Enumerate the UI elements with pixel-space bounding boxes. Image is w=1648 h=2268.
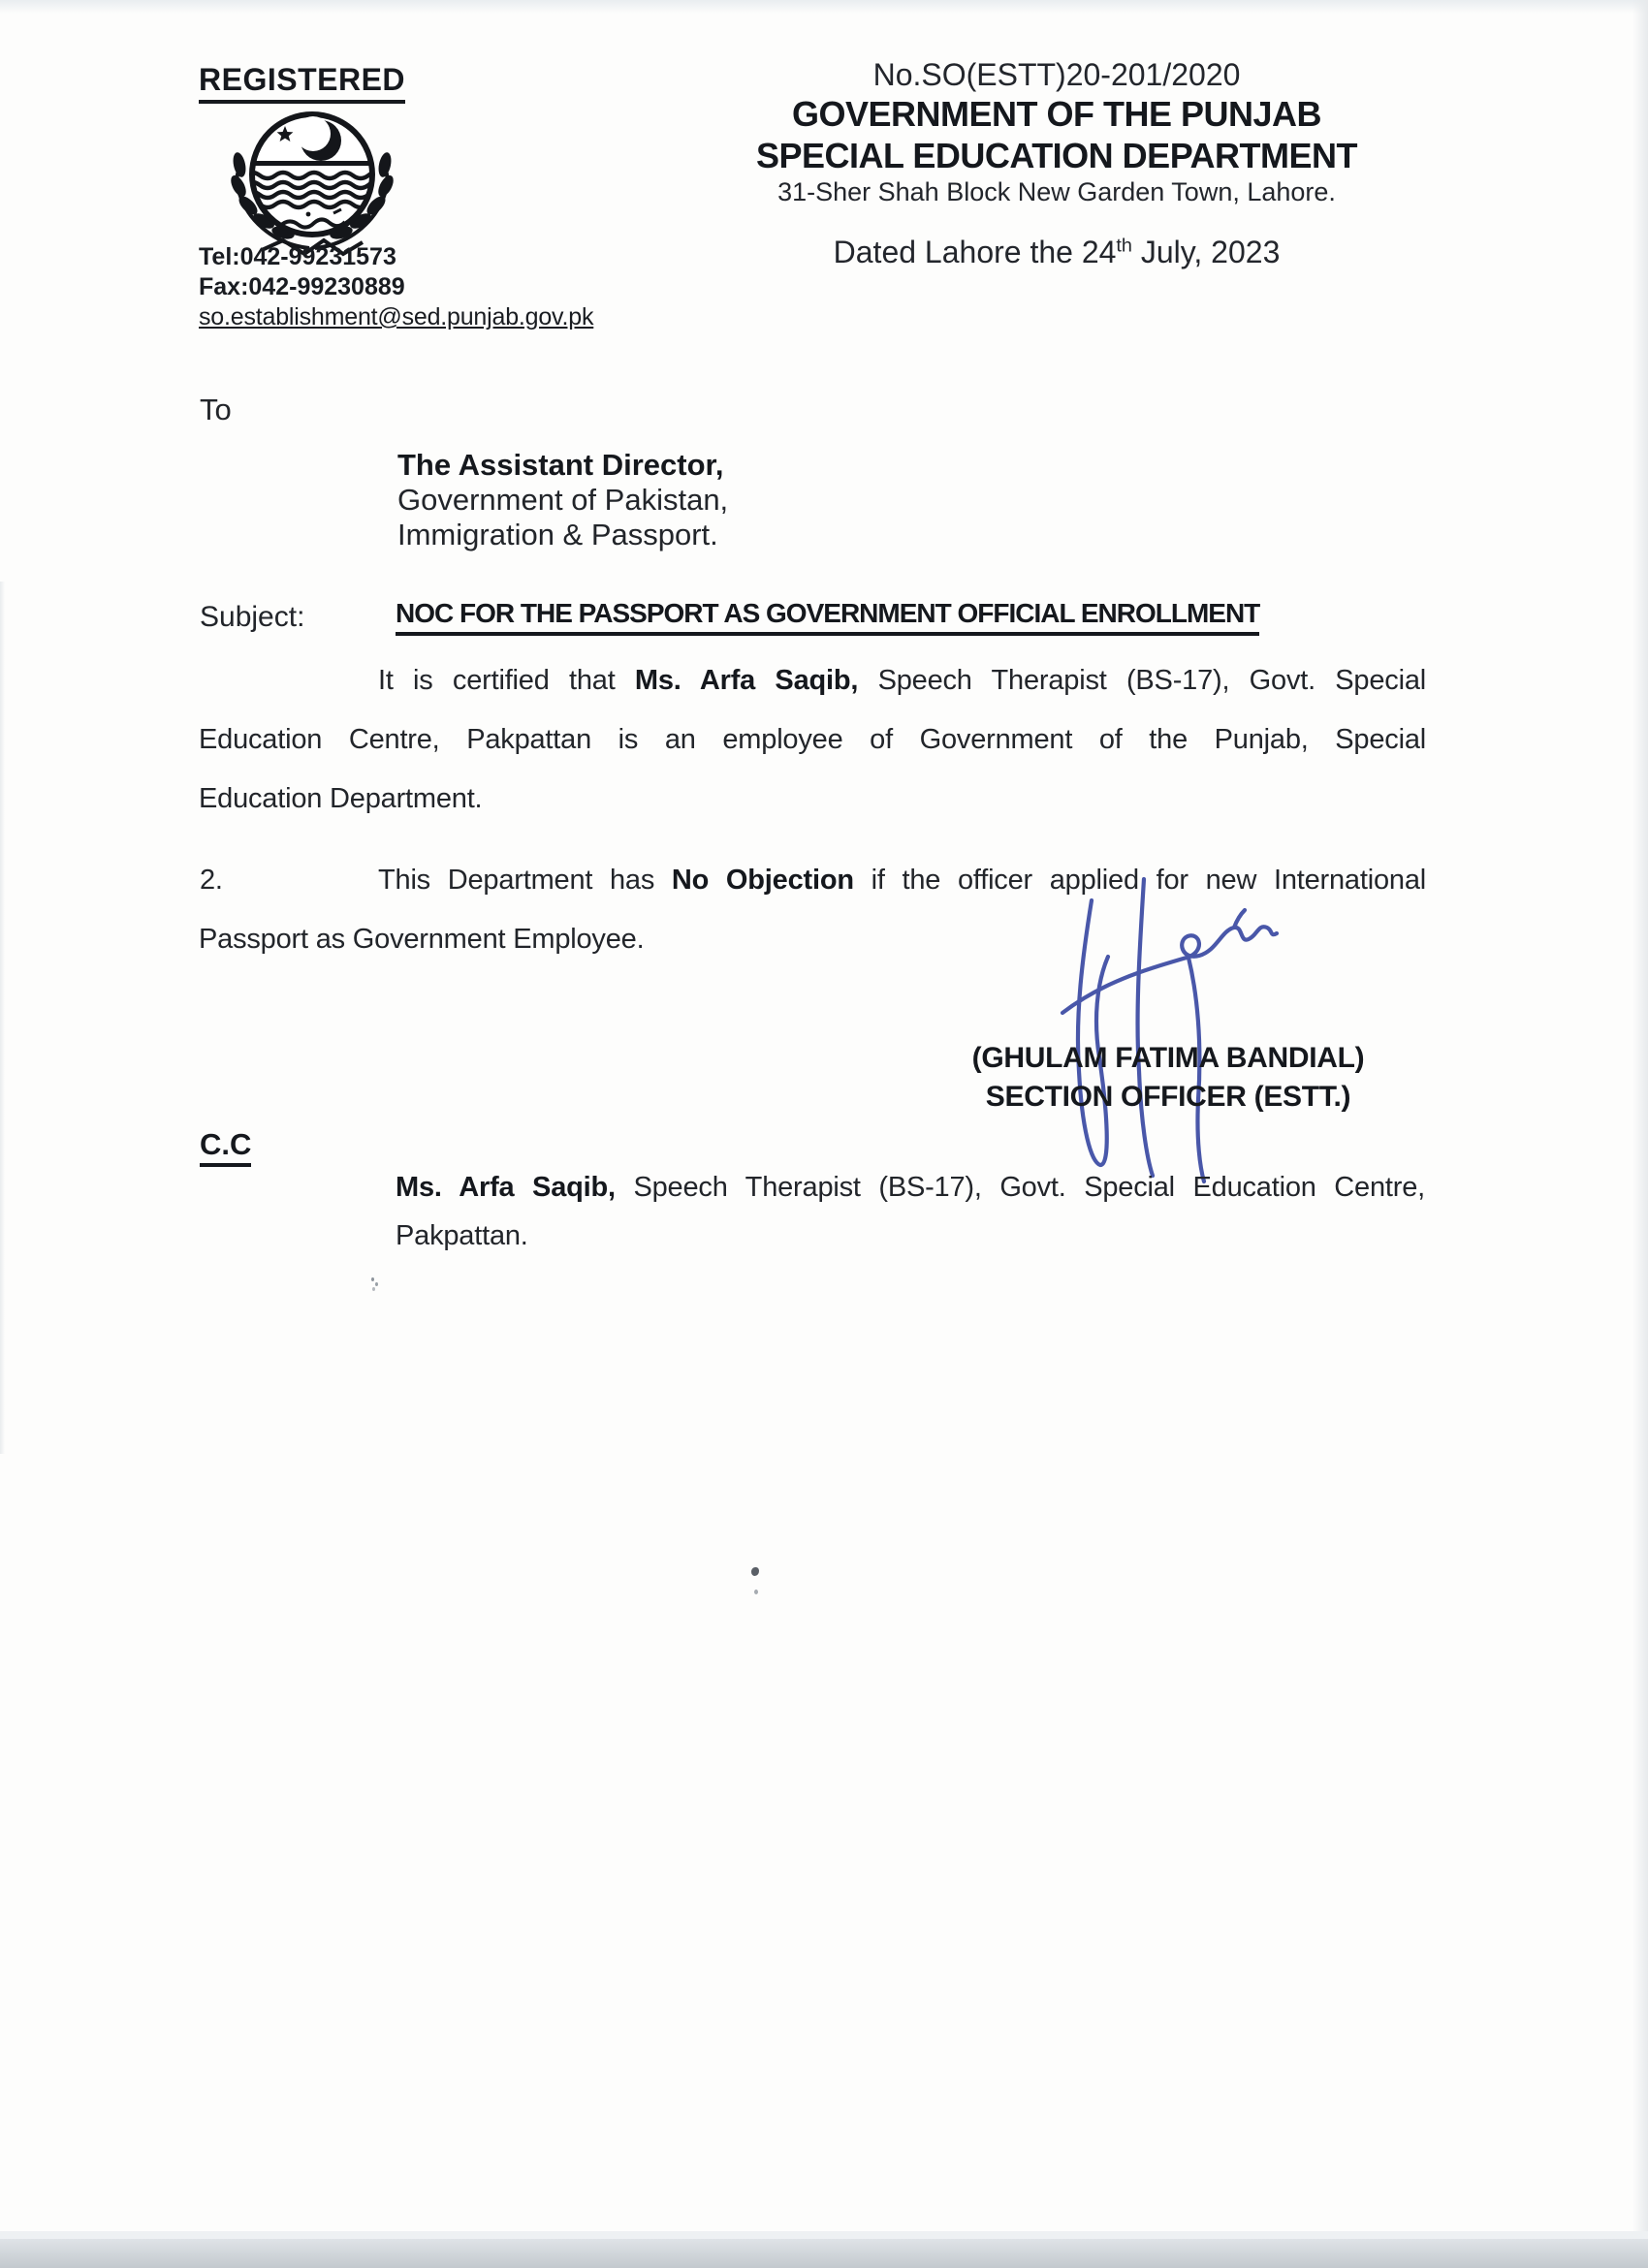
government-line: GOVERNMENT OF THE PUNJAB: [791, 94, 1322, 134]
letterhead-block: [737, 56, 1377, 270]
scan-speck: [751, 1567, 759, 1576]
tel-line: Tel:042-99231573: [199, 243, 396, 270]
fax-line: Fax:042-99230889: [199, 273, 405, 300]
email-line: so.establishment@sed.punjab.gov.pk: [199, 303, 594, 331]
to-label: To: [200, 393, 232, 426]
text-segment: Speech Therapist (BS-17), Govt. Special Education Centre,: [615, 1172, 1425, 1203]
date-ordinal-superscript: th: [1116, 235, 1132, 257]
address-line: 31-Sher Shah Block New Garden Town, Lahore.: [777, 177, 1336, 206]
scan-edge-bottom-light: [0, 2231, 1648, 2239]
text-line: Immigration & Passport.: [397, 518, 718, 551]
cc-recipient-paragraph: [396, 1163, 1425, 1260]
text-line: [199, 710, 1426, 770]
text-segment: It is certified that: [378, 665, 635, 696]
subject-label: Subject:: [200, 601, 305, 633]
text-line: [396, 1163, 1425, 1212]
scan-edge-left: [0, 582, 5, 1454]
reference-number: No.SO(ESTT)20-201/2020: [872, 57, 1241, 92]
signatory-name: (GHULAM FATIMA BANDIAL): [971, 1042, 1365, 1074]
text-segment: Speech Therapist (BS-17), Govt. Special: [858, 665, 1426, 696]
text-line: [396, 1212, 1425, 1260]
text-line: The Assistant Director,: [397, 448, 724, 482]
text-segment: Education Department.: [199, 783, 483, 814]
text-line: [199, 910, 1426, 969]
scan-edge-top: [0, 0, 1648, 14]
scan-speck: [754, 1590, 758, 1594]
text-line: [199, 770, 1426, 829]
department-line: SPECIAL EDUCATION DEPARTMENT: [755, 136, 1358, 175]
text-segment: No Objection: [671, 865, 854, 896]
text-segment: Pakpattan.: [396, 1220, 528, 1251]
date-suffix: July, 2023: [1131, 235, 1281, 269]
registered-label: REGISTERED: [199, 62, 405, 104]
scan-edge-right: [1632, 0, 1648, 2268]
cc-label: C.C: [200, 1127, 251, 1167]
signatory-title: SECTION OFFICER (ESTT.): [985, 1081, 1351, 1113]
date-prefix: Dated Lahore the 24: [833, 235, 1117, 269]
text-segment: Education Centre, Pakpattan is an employee of Government of the Punjab, Special: [199, 724, 1426, 755]
scan-edge-bottom: [0, 2239, 1648, 2268]
recipient-block: [397, 448, 728, 552]
no-objection-paragraph: [199, 851, 1426, 969]
text-segment: Ms. Arfa Saqib,: [396, 1172, 616, 1203]
text-line: [199, 651, 1426, 710]
subject-title: NOC FOR THE PASSPORT AS GOVERNMENT OFFICIAL ENROLLMENT: [396, 598, 1259, 636]
text-segment: Passport as Government Employee.: [199, 924, 645, 955]
certification-paragraph: [199, 651, 1426, 829]
text-line: Government of Pakistan,: [397, 483, 729, 517]
scan-speck: [371, 1277, 374, 1281]
signatory-block: [897, 1039, 1440, 1117]
date-line: [737, 235, 1377, 270]
paragraph-number: 2.: [200, 865, 223, 896]
contact-block: [199, 242, 593, 332]
text-segment: This Department has: [378, 865, 672, 896]
text-segment: Ms. Arfa Saqib,: [634, 665, 859, 696]
text-segment: if the officer applied for new International: [853, 865, 1426, 896]
text-line: [199, 851, 1426, 910]
